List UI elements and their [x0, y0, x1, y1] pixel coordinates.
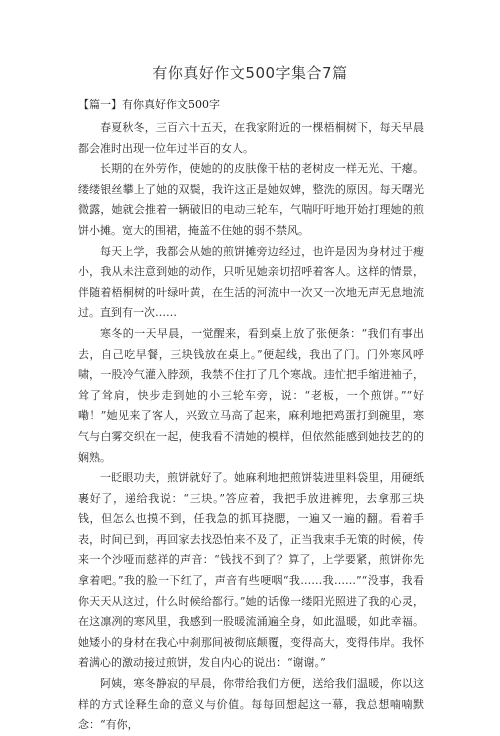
paragraph: 春夏秋冬，三百六十五天，在我家附近的一棵梧桐树下，每天早晨都会准时出现一位年过半百的女人。	[78, 121, 424, 155]
paragraph: 寒冬的一天早晨，一觉醒来，看到桌上放了张便条：“我们有事出去，自己吃早餐，三块钱放在桌上。”便起线，我出了门。门外寒风呼啸，一股冷气灌入脖颈，我禁不住打了几个寒战。违忙把手缩进袖子，耸了耸肩，快步走到她的小三轮车旁，说：“老板，一个煎饼。”“好嘞！”她见来了客人，兴致立马高了起来，麻利地把鸡蛋打到碗里，寒气与白雾交织在一起，使我看不清她的模样，但依然能感到她技艺的的娴熟。	[78, 326, 424, 464]
article-body	[78, 118, 424, 736]
paragraph: 阿姨，寒冬静寂的早晨，你带给我们方便，送给我们温暖，你以这样的方式诠释生命的意义与价值。每每回想起这一幕，我总想喃喃默念：“有你，	[78, 677, 424, 732]
section-heading: 【篇一】有你真好作文500字	[78, 98, 220, 111]
document-title: 有你真好作文500字集合7篇	[152, 64, 348, 82]
paragraph: 一眨眼功夫，煎饼就好了。她麻利地把煎饼装进里料袋里，用硬纸裹好了，递给我说：“三块。”答应着，我把手放进裤兜，去拿那三块钱，但怎么也摸不到，任我急的抓耳挠腮，一遍又一遍的翻。看着手表，时间已到，再回家去找恐怕来不及了，正当我束手无策的时候，传来一个沙哑而慈祥的声音：“钱找不到了？算了，上学要紧，煎饼你先拿着吧。”我的脸一下红了，声音有些哽咽“我……我……”“没事，我看你天天从这过，什么时候给都行。”她的话像一缕阳光照进了我的心灵，在这凛冽的寒风里，我感到一股暖流涌遍全身，如此温暖，如此幸福。她矮小的身材在我心中刹那间被彻底颠覆，变得高大，变得伟岸。我怀着满心的激动接过煎饼，发自内心的说出：“谢谢。”	[78, 471, 424, 670]
paragraph: 长期的在外劳作，使她的的皮肤像干枯的老树皮一样无光、干瘪。缕缕银丝攀上了她的双鬓，我许这正是她奴婢，整洗的原因。每天曙光微露，她就会推着一辆破旧的电动三轮车，气喘吁吁地开始打理她的煎饼小摊。宽大的围裙，掩盖不住她的弱不禁风。	[78, 162, 424, 237]
paragraph: 每天上学，我都会从她的煎饼摊旁边经过，也许是因为身材过于瘦小，我从未注意到她的动作，只听见她亲切招呼着客人。这样的情景，伴随着梧桐树的叶绿叶黄，在生活的河流中一次又一次地无声无息地流过。直到有一次……	[78, 244, 424, 320]
